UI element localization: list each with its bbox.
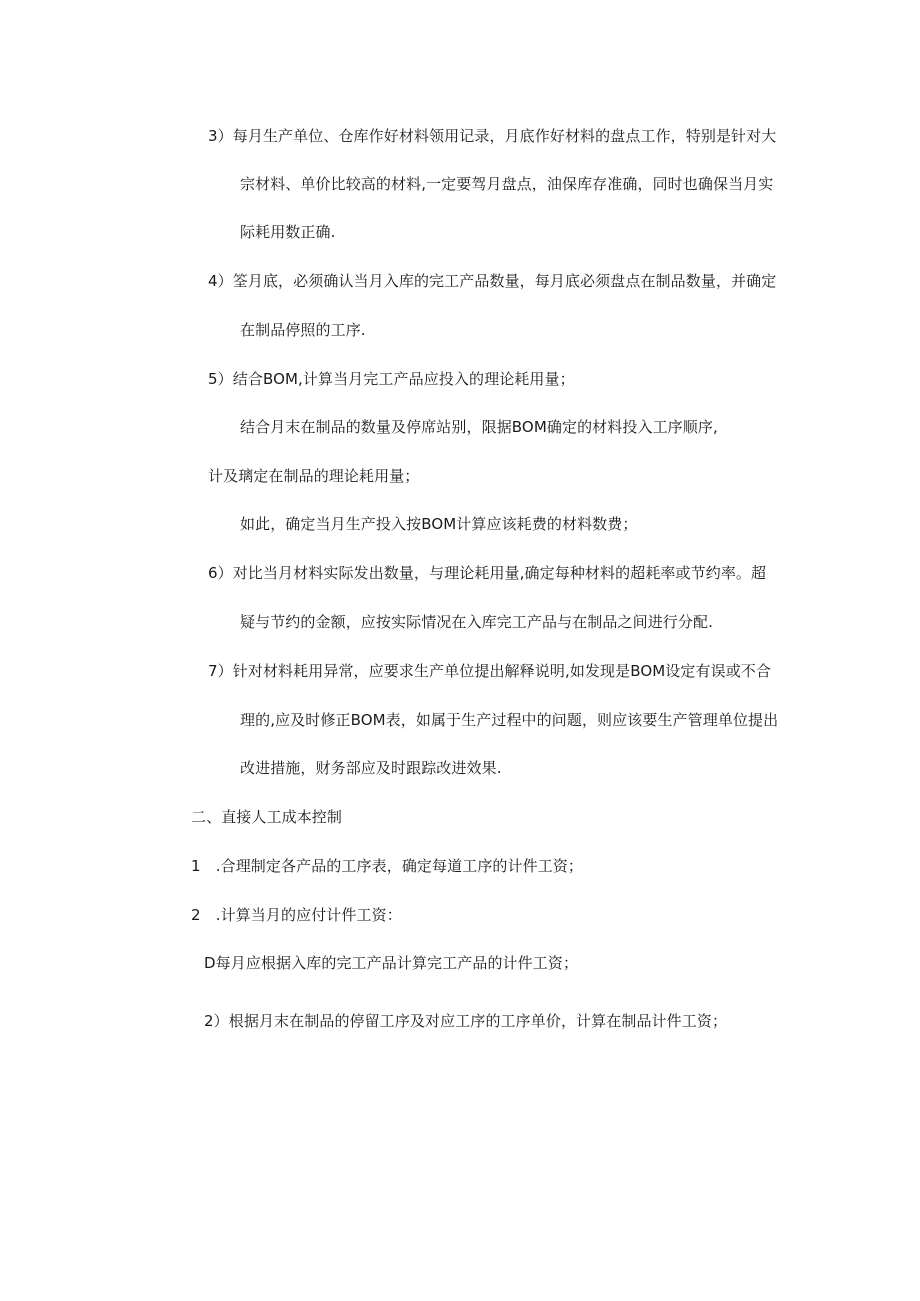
- text-line-10: 6）对比当月材料实际发出数量，与理论耗用量,确定每种材料的超耗率或节约率。超: [208, 564, 767, 582]
- text-line-6: 5）结合BOM,计算当月完工产品应投入的理论耗用量；: [208, 370, 575, 388]
- text-line-12: 7）针对材料耗用异常，应要求生产单位提出解释说明,如发现是BOM设定有误或不合: [208, 662, 771, 680]
- text-line-13: 理的,应及时修正BOM表，如属于生产过程中的问题，则应该要生产管理单位提出: [240, 711, 779, 729]
- text-line-2: 宗材料、单价比较高的材料,一定要驾月盘点，油保库存准确，同时也确保当月实: [240, 175, 774, 193]
- text-line-18: D每月应根据入库的完工产品计算完工产品的计件工资；: [204, 954, 579, 972]
- text-line-9: 如此，确定当月生产投入按BOM计算应该耗费的材料数费；: [240, 515, 638, 533]
- text-line-3: 际耗用数正确.: [240, 223, 336, 241]
- text-line-5: 在制品停照的工序.: [240, 321, 366, 339]
- text-line-7: 结合月末在制品的数量及停席站别，限据BOM确定的材料投入工序顺序,: [240, 418, 718, 436]
- section-heading: 二、直接人工成本控制: [191, 808, 343, 826]
- text-line-14: 改进措施，财务部应及时跟踪改进效果.: [240, 759, 502, 777]
- text-line-11: 疑与节约的金额，应按实际情况在入库完工产品与在制品之间进行分配.: [240, 613, 713, 631]
- text-line-1: 3）每月生产单位、仓库作好材料领用记录，月底作好材料的盘点工作，特别是针对大: [208, 127, 777, 145]
- text-line-19: 2）根据月末在制品的停留工序及对应工序的工序单价，计算在制品计件工资；: [204, 1012, 728, 1030]
- text-line-16: 1 .合理制定各产品的工序表，确定每道工序的计件工资；: [191, 857, 584, 875]
- text-line-4: 4）筌月底，必须确认当月入库的完工产品数量，每月底必须盘点在制品数量，并确定: [208, 272, 777, 290]
- text-line-17: 2 .计算当月的应付计件工资：: [191, 906, 402, 924]
- text-line-8: 计及璃定在制品的理论耗用量；: [208, 467, 420, 485]
